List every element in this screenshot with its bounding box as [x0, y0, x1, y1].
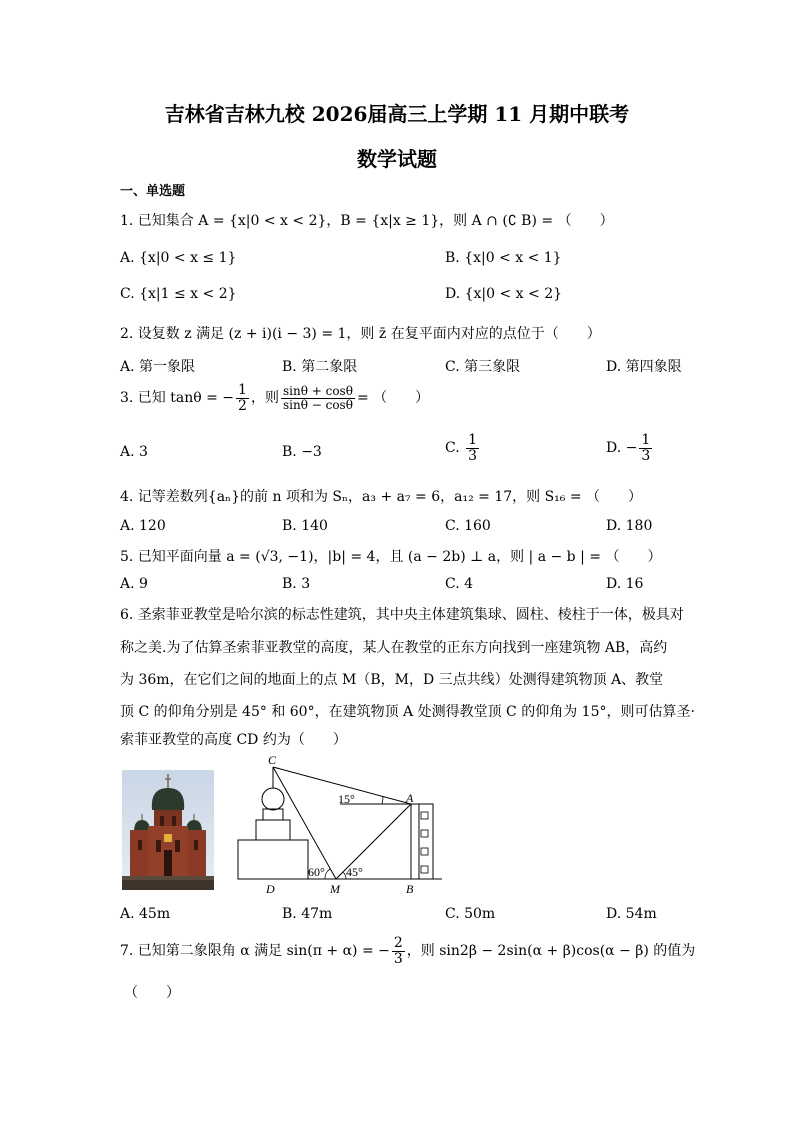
question-3-stem [120, 383, 429, 413]
question-3-option-d: D. − $\frac{1}{3}$ [606, 432, 651, 464]
fraction-two-thirds: $\frac{2}{3}$ [393, 935, 403, 967]
question-4-option-a: A. 120 [120, 518, 166, 534]
church-base [238, 840, 308, 879]
question-3-option-c: C. $\frac{1}{3}$ [445, 432, 478, 464]
label-angle-45: 45° [346, 865, 363, 879]
church-dome [262, 788, 284, 810]
section-label: 一、单选题 [120, 184, 186, 199]
question-3-post: = （ ） [356, 390, 430, 407]
question-1-option-d: D. {x|0 < x < 2} [445, 286, 563, 302]
fraction-one-half: $\frac{1}{2}$ [238, 382, 247, 414]
question-2-stem: 2. 设复数 z 满足 (z + i)(i − 3) = 1，则 z̄ 在复平面内对应的点位于（ ） [120, 326, 601, 342]
question-6-option-a: A. 45m [120, 906, 171, 922]
fraction-sin-cos: $\frac{\sin\theta + \cos\theta}{\sin\theta - \cos\theta}$ [282, 384, 353, 412]
church-middle [256, 820, 290, 840]
question-6-option-b: B. 47m [282, 906, 333, 922]
question-6-option-c: C. 50m [445, 906, 496, 922]
label-angle-60: 60° [308, 865, 325, 879]
question-7-answer-paren: （ ） [124, 985, 180, 1001]
question-2-option-d: D. 第四象限 [606, 359, 682, 375]
fraction-c: $\frac{1}{3}$ [468, 432, 478, 464]
question-1-option-b: B. {x|0 < x < 1} [445, 250, 562, 266]
building-ab [411, 804, 433, 879]
question-3-mid: ，则 [250, 390, 279, 407]
label-c: C [268, 753, 277, 767]
page-subtitle: 数学试题 [357, 147, 437, 171]
geometry-figure [230, 752, 450, 900]
question-5-option-a: A. 9 [120, 576, 148, 592]
question-5-option-b: B. 3 [282, 576, 311, 592]
question-6-line-5: 索菲亚教堂的高度 CD 约为（ ） [120, 732, 347, 748]
label-b: B [406, 882, 414, 896]
question-1-stem: 1. 已知集合 A = {x|0 < x < 2}，B = {x|x ≥ 1}，则 A ∩ (∁ B) = （ ） [120, 213, 614, 229]
cathedral-photo [122, 770, 214, 890]
question-1-option-c: C. {x|1 ≤ x < 2} [120, 286, 237, 302]
label-a: A [406, 791, 414, 805]
question-7-stem: 7. 已知第二象限角 α 满足 sin(π + α) = − $\frac{2}{3}$ ，则 sin2β − 2sin(α + β)cos(α − β) 的值为 [120, 935, 696, 967]
line-cm [273, 767, 336, 879]
question-2-option-b: B. 第二象限 [282, 359, 358, 375]
question-4-stem: 4. 记等差数列{aₙ}的前 n 项和为 Sₙ，a₃ + a₇ = 6，a₁₂ = 17，则 S₁₆ = （ ） [120, 489, 643, 505]
label-d: D [266, 882, 275, 896]
question-5-stem: 5. 已知平面向量 a = (√3, −1)，|b| = 4，且 (a − 2b) ⊥ a，则 | a − b | = （ ） [120, 549, 662, 565]
label-m: M [330, 882, 340, 896]
question-6-line-1: 6. 圣索菲亚教堂是哈尔滨的标志性建筑，其中央主体建筑集球、圆柱、棱柱于一体，极具对 [120, 607, 684, 623]
question-3-pre: 3. 已知 tanθ = − [120, 390, 235, 407]
question-1-option-a: A. {x|0 < x ≤ 1} [120, 250, 237, 266]
question-3-option-a: A. 3 [120, 444, 148, 460]
question-5-option-d: D. 16 [606, 576, 644, 592]
page-title: 吉林省吉林九校 2026届高三上学期 11 月期中联考 [164, 102, 630, 126]
question-4-option-b: B. 140 [282, 518, 328, 534]
question-3-option-b: B. −3 [282, 444, 322, 460]
question-6-line-4: 顶 C 的仰角分别是 45° 和 60°，在建筑物顶 A 处测得教堂顶 C 的仰角为 15°，则可估算圣· [120, 704, 695, 720]
question-5-option-c: C. 4 [445, 576, 474, 592]
label-angle-15: 15° [338, 792, 355, 806]
question-2-option-a: A. 第一象限 [120, 359, 196, 375]
question-6-line-3: 为 36m，在它们之间的地面上的点 M（B，M，D 三点共线）处测得建筑物顶 A、教堂 [120, 672, 664, 688]
question-4-option-c: C. 160 [445, 518, 491, 534]
question-6-line-2: 称之美.为了估算圣索菲亚教堂的高度，某人在教堂的正东方向找到一座建筑物 AB，高约 [120, 640, 668, 656]
question-2-option-c: C. 第三象限 [445, 359, 521, 375]
question-6-option-d: D. 54m [606, 906, 657, 922]
church-top [263, 809, 283, 820]
fraction-d: $\frac{1}{3}$ [641, 432, 651, 464]
question-4-option-d: D. 180 [606, 518, 653, 534]
